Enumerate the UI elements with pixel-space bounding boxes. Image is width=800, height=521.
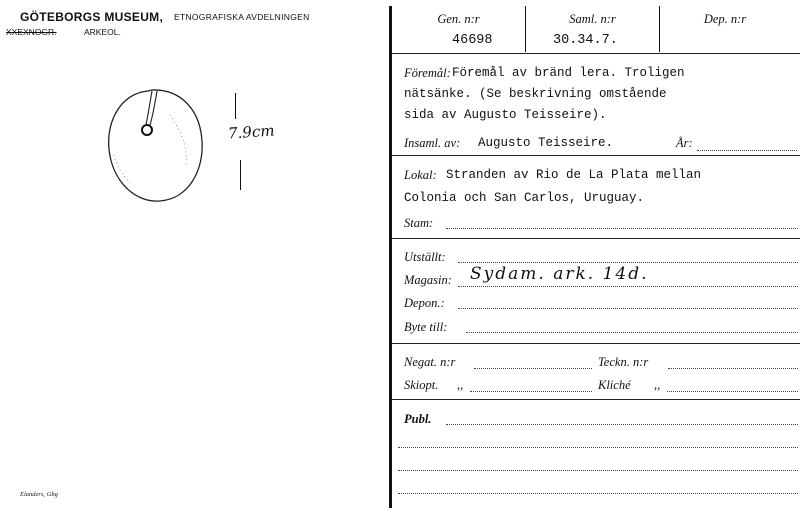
stam-dotline (446, 228, 798, 229)
ar-dotline (697, 150, 797, 151)
measurement-label: 7.9cm (227, 121, 276, 143)
utstallt-dotline (458, 262, 798, 263)
struck-department: XXEXNOGR. (6, 27, 57, 37)
ar-label: År: (676, 136, 693, 150)
divider-top (392, 53, 800, 54)
divider-storage (392, 343, 800, 344)
magasin-value: Sydam. ark. 14d. (470, 264, 649, 284)
publ-dotline-1 (446, 424, 798, 425)
insaml-value: Augusto Teisseire. (478, 136, 614, 150)
saml-nr-value: 30.34.7. (553, 33, 618, 48)
kliche-dotline (667, 391, 798, 392)
dep-nr-label: Dep. n:r (703, 12, 747, 26)
kliche-label: Kliché (598, 378, 631, 392)
publ-dotline-4 (398, 493, 798, 494)
lokal-label: Lokal: (404, 168, 437, 182)
publ-label: Publ. (404, 412, 432, 426)
foremal-line-3: sida av Augusto Teisseire). (404, 108, 607, 122)
negat-label: Negat. n:r (404, 355, 456, 369)
divider-negat (392, 399, 800, 400)
object-sketch (100, 85, 210, 210)
teckn-dotline (668, 368, 798, 369)
skiopt-label: Skiopt. (404, 378, 439, 392)
divider-lokal (392, 238, 800, 239)
divider-foremal (392, 155, 800, 156)
saml-nr-label: Saml. n:r (569, 12, 616, 26)
department-name: ETNOGRAFISKA AVDELNINGEN (174, 12, 310, 22)
foremal-line-2: nätsänke. (Se beskrivning omstående (404, 87, 667, 101)
measure-line-top (235, 93, 236, 119)
foremal-line-1: Föremål av bränd lera. Troligen (452, 66, 685, 80)
museum-name: GÖTEBORGS MUSEUM, (20, 10, 164, 24)
teckn-label: Teckn. n:r (598, 355, 649, 369)
foremal-label: Föremål: (404, 66, 451, 80)
card-separator (389, 6, 392, 508)
printer-credit: Elanders, Gbg (20, 491, 58, 498)
skiopt-dotline (470, 391, 592, 392)
gen-nr-value: 46698 (452, 33, 493, 48)
insaml-label: Insaml. av: (404, 136, 461, 150)
utstallt-label: Utställt: (404, 250, 446, 264)
subdepartment-name: ARKEOL. (84, 27, 121, 37)
gen-nr-label: Gen. n:r (437, 12, 480, 26)
stam-label: Stam: (404, 216, 434, 230)
depon-dotline (458, 308, 798, 309)
lokal-line-2: Colonia och San Carlos, Uruguay. (404, 191, 645, 205)
byte-dotline (466, 332, 798, 333)
kliche-ditto: ,, (654, 378, 661, 392)
negat-dotline (474, 368, 592, 369)
lokal-line-1: Stranden av Rio de La Plata mellan (446, 168, 702, 182)
byte-label: Byte till: (404, 320, 448, 334)
measure-line-bottom (240, 160, 241, 190)
publ-dotline-2 (398, 447, 798, 448)
publ-dotline-3 (398, 470, 798, 471)
magasin-label: Magasin: (404, 273, 452, 287)
magasin-dotline (458, 286, 798, 287)
depon-label: Depon.: (404, 296, 445, 310)
skiopt-ditto: ,, (457, 378, 464, 392)
